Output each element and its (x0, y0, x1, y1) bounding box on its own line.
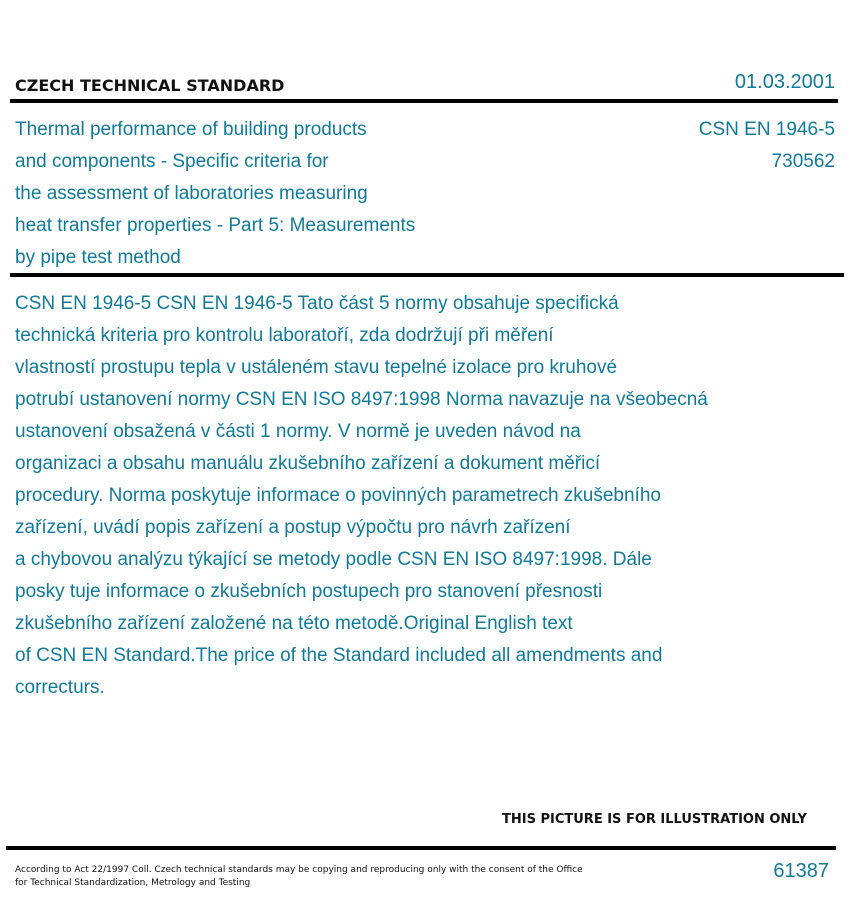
abstract-line: zařízení, uvádí popis zařízení a postup výpočtu pro návrh zařízení (15, 517, 571, 538)
title-divider (10, 273, 844, 277)
illustration-notice: THIS PICTURE IS FOR ILLUSTRATION ONLY (502, 812, 807, 827)
abstract-line: vlastností prostupu tepla v ustáleném stavu tepelné izolace pro kruhové (15, 357, 618, 378)
abstract-line: of CSN EN Standard.The price of the Standard included all amendments and (15, 645, 663, 666)
standard-title (15, 114, 535, 274)
abstract-line: zkušebního zařízení založené na této metodě.Original English text (15, 613, 573, 634)
copyright-notice (15, 864, 655, 890)
abstract-line: posky tuje informace o zkušebních postupech pro stanovení přesnosti (15, 581, 603, 602)
standard-codes (699, 114, 835, 178)
abstract-line: ustanovení obsažená v části 1 normy. V normě je uveden návod na (15, 421, 581, 442)
title-line: heat transfer properties - Part 5: Measurements (15, 215, 416, 236)
footer-divider (6, 846, 836, 850)
copyright-line: for Technical Standardization, Metrology and Testing (15, 878, 251, 888)
abstract-line: CSN EN 1946-5 CSN EN 1946-5 Tato část 5 normy obsahuje specifická (15, 293, 619, 314)
standard-designation: CSN EN 1946-5 (698, 119, 835, 140)
abstract-line: technická kriteria pro kontrolu laboratoří, zda dodržují při měření (15, 325, 554, 346)
publication-date: 01.03.2001 (734, 71, 835, 93)
title-line: Thermal performance of building products (15, 119, 367, 140)
catalog-code: 61387 (773, 860, 829, 882)
copyright-line: According to Act 22/1997 Coll. Czech technical standards may be copying and reproducing only with the consent of the Office (15, 865, 583, 875)
abstract-line: a chybovou analýzu týkající se metody podle CSN EN ISO 8497:1998. Dále (15, 549, 652, 570)
abstract-line: potrubí ustanovení normy CSN EN ISO 8497:1998 Norma navazuje na všeobecná (15, 389, 708, 410)
title-line: by pipe test method (15, 247, 181, 268)
title-line: and components - Specific criteria for (15, 151, 329, 172)
abstract-line: procedury. Norma poskytuje informace o povinných parametrech zkušebního (15, 485, 661, 506)
abstract-line: correcturs. (15, 677, 105, 698)
classification-number: 730562 (771, 151, 835, 172)
abstract-text (15, 288, 845, 704)
abstract-line: organizaci a obsahu manuálu zkušebního zařízení a dokument měřicí (15, 453, 601, 474)
header-divider (10, 99, 838, 103)
title-line: the assessment of laboratories measuring (15, 183, 368, 204)
document-heading: CZECH TECHNICAL STANDARD (15, 76, 285, 95)
